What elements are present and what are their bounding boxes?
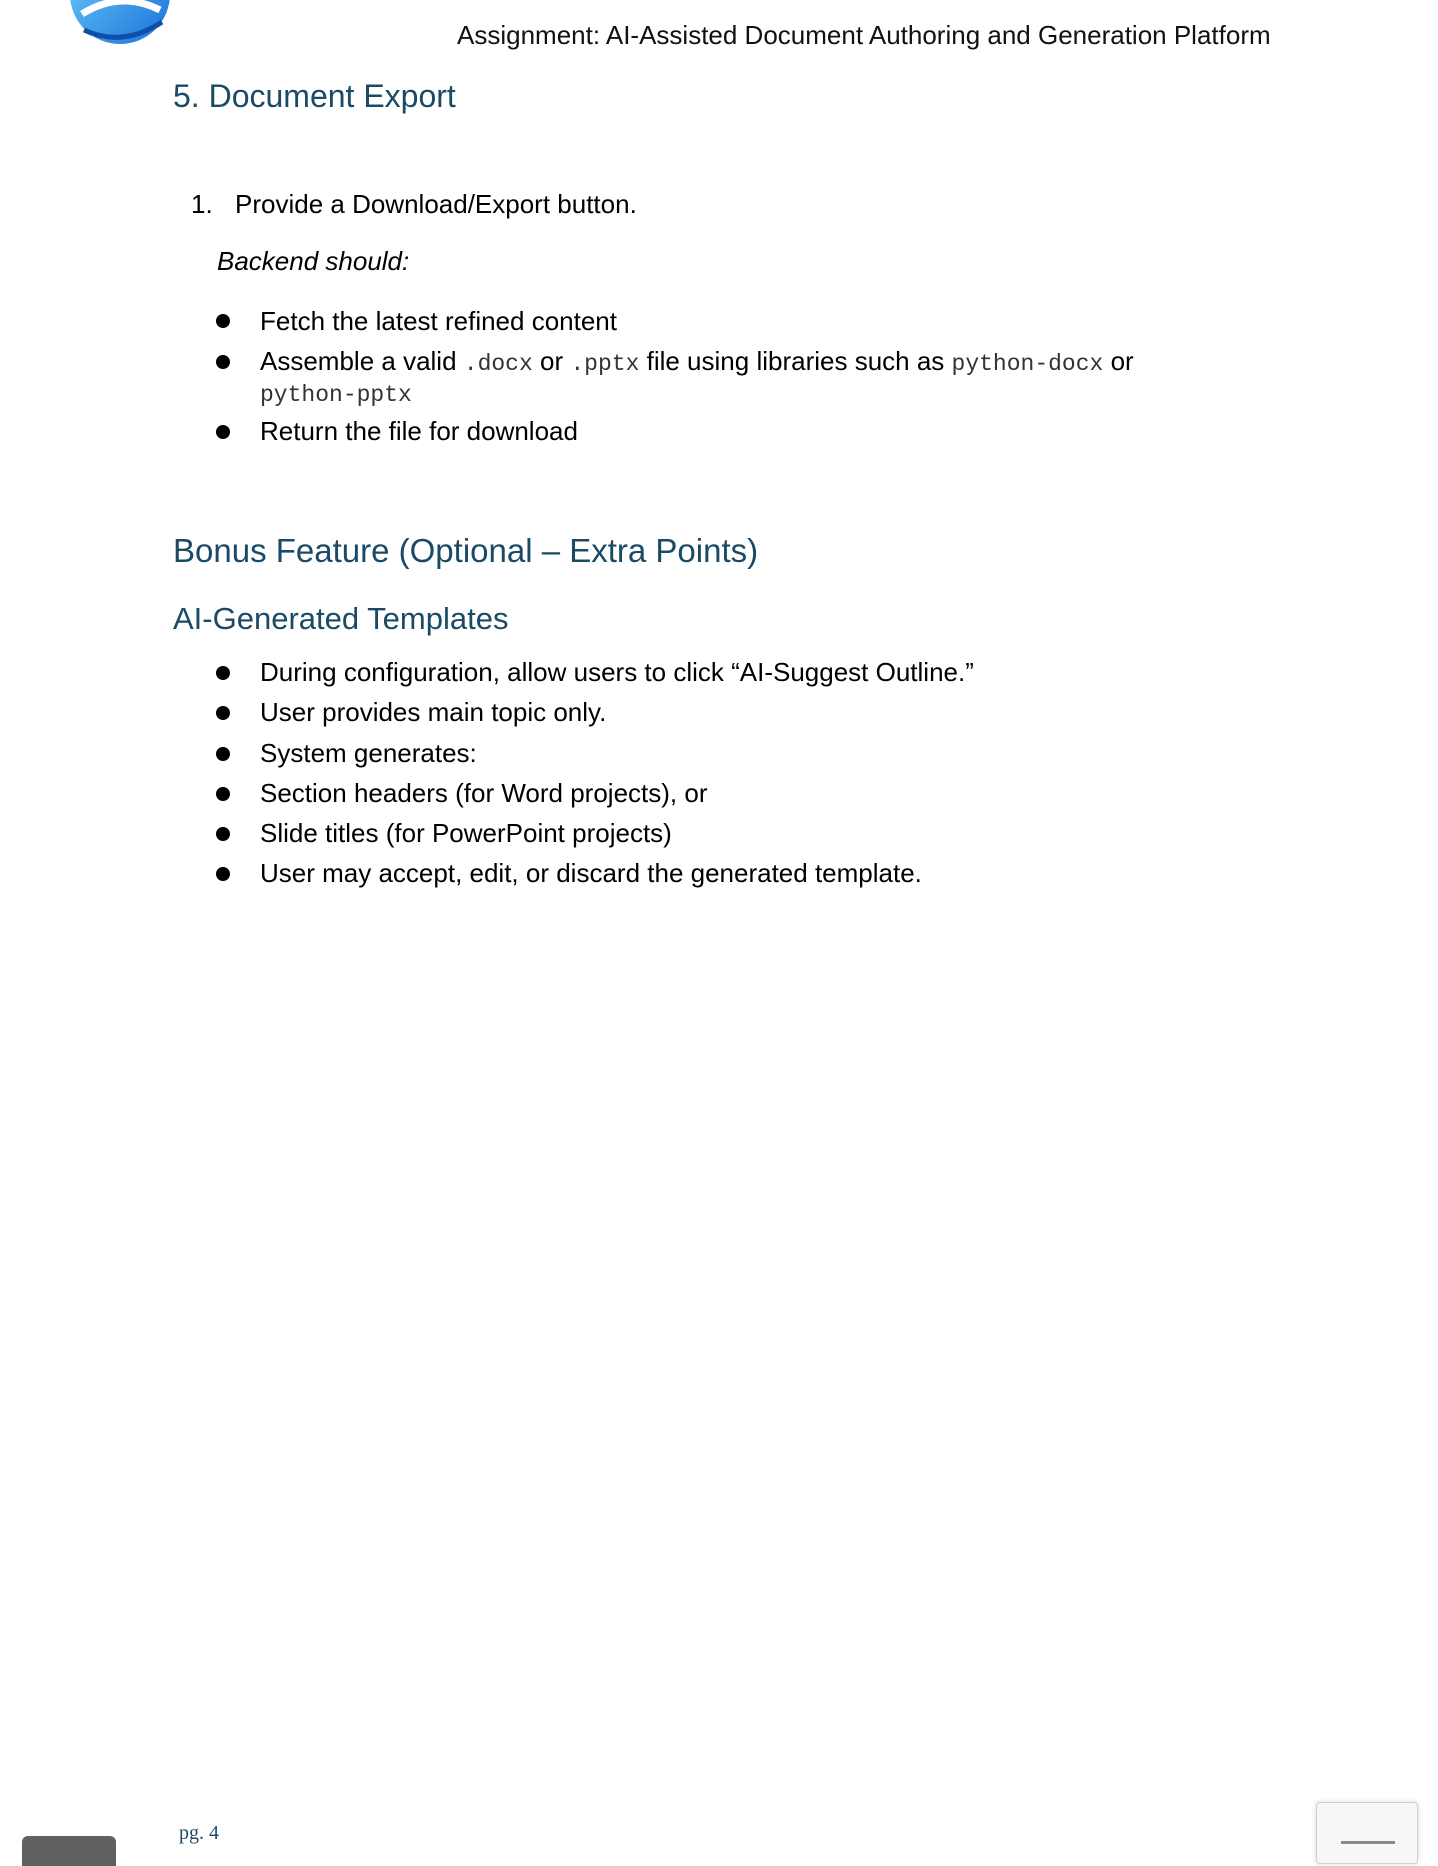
subheading-ai-templates: AI-Generated Templates (173, 601, 509, 636)
bullet-icon (216, 706, 230, 720)
company-logo-icon (64, 0, 176, 48)
bullet-icon (216, 314, 230, 328)
assemble-prefix: Assemble a valid (260, 346, 464, 376)
widget-handle-icon (1341, 1841, 1395, 1844)
assemble-mid: file using libraries such as (639, 346, 952, 376)
assemble-or: or (532, 346, 571, 376)
list-item: User may accept, edit, or discard the generated template. (260, 858, 922, 888)
code-python-docx: python-docx (951, 351, 1104, 377)
list-item: During configuration, allow users to click “AI-Suggest Outline.” (260, 657, 974, 687)
section-heading-document-export: 5. Document Export (173, 78, 456, 114)
list-item: Slide titles (for PowerPoint projects) (260, 818, 672, 848)
assemble-or-2: or (1103, 346, 1134, 376)
bullet-assemble-file (260, 346, 1134, 377)
backend-label: Backend should: (217, 246, 410, 276)
code-python-pptx: python-pptx (260, 382, 412, 408)
list-item: Section headers (for Word projects), or (260, 778, 708, 808)
bullet-icon (216, 827, 230, 841)
bullet-return-file: Return the file for download (260, 416, 578, 446)
section-heading-bonus: Bonus Feature (Optional – Extra Points) (173, 532, 759, 569)
left-floating-tab[interactable] (22, 1836, 116, 1866)
bullet-icon (216, 355, 230, 369)
code-pptx: .pptx (570, 351, 640, 377)
step-download-export: Provide a Download/Export button. (235, 189, 637, 219)
list-number: 1. (191, 189, 213, 219)
code-docx: .docx (463, 351, 533, 377)
list-item: System generates: (260, 738, 477, 768)
bullet-icon (216, 787, 230, 801)
bullet-icon (216, 425, 230, 439)
bullet-icon (216, 867, 230, 881)
list-item: User provides main topic only. (260, 697, 607, 727)
bullet-icon (216, 747, 230, 761)
bullet-icon (216, 666, 230, 680)
right-floating-widget[interactable] (1316, 1802, 1418, 1864)
bullet-fetch-content: Fetch the latest refined content (260, 306, 617, 336)
header-title: Assignment: AI-Assisted Document Authoring and Generation Platform (457, 20, 1271, 50)
page-number: pg. 4 (179, 1822, 219, 1844)
